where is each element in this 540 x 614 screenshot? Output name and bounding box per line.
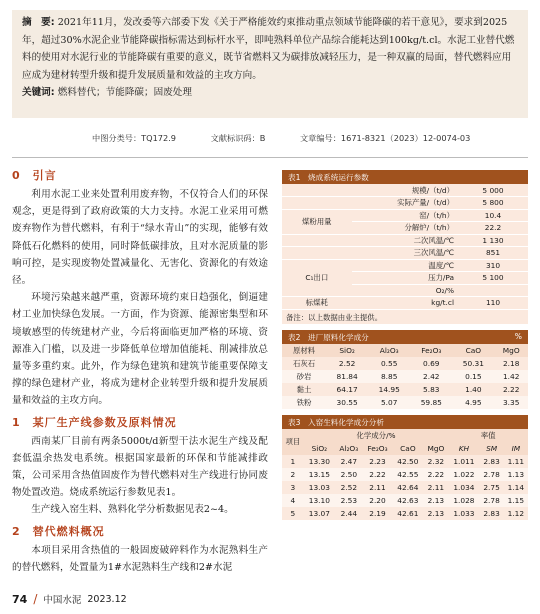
table-cell: 2.78 bbox=[479, 468, 503, 481]
table-cell: 14.95 bbox=[368, 383, 410, 396]
table-cell: 2.83 bbox=[479, 507, 503, 520]
table-row bbox=[282, 507, 528, 520]
table-cell: 2.32 bbox=[423, 455, 448, 468]
table-cell: 2.23 bbox=[363, 455, 393, 468]
table-cell: 1 130 bbox=[458, 234, 528, 247]
page-number: 74 bbox=[12, 592, 28, 606]
table-cell: 64.17 bbox=[326, 383, 368, 396]
column-header: SiO₂ bbox=[326, 344, 368, 357]
table-cell: 3.35 bbox=[494, 396, 528, 409]
table-row bbox=[282, 468, 528, 481]
table-cell: 2.19 bbox=[363, 507, 393, 520]
table-cell: 13.07 bbox=[304, 507, 335, 520]
table-cell: 2 bbox=[282, 468, 304, 481]
table-cell: 0.69 bbox=[410, 357, 452, 370]
column-header: CaO bbox=[452, 344, 494, 357]
table-cell: 30.55 bbox=[326, 396, 368, 409]
table-cell: 1.14 bbox=[504, 481, 528, 494]
table-cell: 1.034 bbox=[448, 481, 479, 494]
section-1-paragraph-2: 生产线入窑生料、熟料化学分析数据见表2~4。 bbox=[31, 504, 234, 516]
column-group-header: 率值 bbox=[448, 429, 528, 442]
table-cell: 标煤耗 bbox=[282, 297, 352, 310]
table-cell: 4 bbox=[282, 494, 304, 507]
column-header: Fe₂O₃ bbox=[410, 344, 452, 357]
table-cell: 1.11 bbox=[504, 455, 528, 468]
right-column bbox=[282, 170, 528, 520]
table2 bbox=[282, 344, 528, 409]
table-cell: 1.033 bbox=[448, 507, 479, 520]
abstract-label: 摘 要: bbox=[22, 17, 55, 28]
table-cell: 1.12 bbox=[504, 507, 528, 520]
table3 bbox=[282, 429, 528, 520]
table-cell: 851 bbox=[458, 247, 528, 260]
section-0-paragraph-2: 环境污染越来越严重，资源环境约束日趋强化，倒逼建材工业加快绿色发展。一方面，作为资源、能源密集型和环境敏感型的传统建材产业，今后将面临更加严格的环境、资源准入门槛，以及进一步降低单位增加值能耗、削减排放总量等多重约束。此外，作为绿色建筑和建筑节能重要保障支撑的绿色建材产业，将成为建材企业转型升级和提升发展质量和效益的主攻方向。 bbox=[12, 292, 268, 407]
table-cell: 分解炉/（t/h） bbox=[352, 222, 458, 235]
table-cell: 42.55 bbox=[392, 468, 423, 481]
section-0-paragraph-1: 利用水泥工业来处置利用废弃物，不仅符合人们的环保观念，更是得到了政府政策的大力支持。水泥工业采用可燃废弃物作为替代燃料，有利于“绿水青山”的实现，能够有效降低石化燃料的使用，同时降低碳排放，且对水泥质量的影响可控，是实现废物处置减量化、无害化、资源化的有效途径。 bbox=[12, 189, 268, 287]
table-header-row bbox=[282, 344, 528, 357]
table-cell: 0.15 bbox=[452, 370, 494, 383]
table-cell: 1.022 bbox=[448, 468, 479, 481]
table1 bbox=[282, 184, 528, 310]
section-2-title: 2 替代燃料概况 bbox=[12, 524, 105, 538]
divider bbox=[12, 157, 528, 158]
table-cell: 22.2 bbox=[458, 222, 528, 235]
section-1-paragraph-1: 西南某厂目前有两条5000t/d新型干法水泥生产线及配套低温余热发电系统。根据国家最新的环保和节能减排政策，公司采用含热值固废作为替代燃料对生产线进行协同废物处置改造。烧成系统运行参数见表1。 bbox=[12, 435, 268, 499]
table-cell: 13.15 bbox=[304, 468, 335, 481]
table-cell: 50.31 bbox=[452, 357, 494, 370]
table-cell: 110 bbox=[458, 297, 528, 310]
table-cell: 2.83 bbox=[479, 455, 503, 468]
table-cell: C₁出口 bbox=[282, 259, 352, 297]
table-cell: 5 800 bbox=[458, 197, 528, 210]
table-cell: 5 bbox=[282, 507, 304, 520]
table-cell: 81.84 bbox=[326, 370, 368, 383]
table-cell: 10.4 bbox=[458, 209, 528, 222]
column-group-header: 化学成分/% bbox=[304, 429, 449, 442]
table-cell: 2.52 bbox=[326, 357, 368, 370]
table-cell: 2.52 bbox=[335, 481, 363, 494]
table-cell: 8.85 bbox=[368, 370, 410, 383]
document-code: 文献标识码：B bbox=[210, 133, 266, 143]
table-cell: 温度/℃ bbox=[352, 259, 458, 272]
table-cell: 42.63 bbox=[392, 494, 423, 507]
section-2-paragraph-1: 本项目采用含热值的一般固废破碎料作为水泥熟料生产的替代燃料，处置量为1#水泥熟料生产线和2#水泥 bbox=[12, 544, 268, 573]
table-cell: 4.95 bbox=[452, 396, 494, 409]
left-column bbox=[12, 167, 268, 576]
table-cell: 13.30 bbox=[304, 455, 335, 468]
table-cell: kg/t.cl bbox=[352, 297, 458, 310]
table-cell bbox=[458, 284, 528, 297]
journal-issue: 2023.12 bbox=[87, 593, 127, 605]
table-cell: 5.07 bbox=[368, 396, 410, 409]
table-row bbox=[282, 247, 528, 260]
table-cell: 2.11 bbox=[423, 481, 448, 494]
table-cell: 2.78 bbox=[479, 494, 503, 507]
table-cell: 1 bbox=[282, 455, 304, 468]
article-meta bbox=[92, 133, 502, 144]
table1-note: 备注：以上数据由业主提供。 bbox=[282, 310, 528, 324]
table-row bbox=[282, 455, 528, 468]
table-row bbox=[282, 197, 528, 210]
column-header: CaO bbox=[392, 442, 423, 455]
table-cell: 310 bbox=[458, 259, 528, 272]
table-cell: 3 bbox=[282, 481, 304, 494]
column-header: 项目 bbox=[282, 429, 304, 455]
table-row bbox=[282, 297, 528, 310]
clc-number: 中图分类号：TQ172.9 bbox=[92, 133, 177, 143]
table-cell: 42.64 bbox=[392, 481, 423, 494]
table-row bbox=[282, 494, 528, 507]
table-cell: 2.11 bbox=[363, 481, 393, 494]
column-header: MgO bbox=[423, 442, 448, 455]
journal-name: 中国水泥 bbox=[43, 595, 82, 606]
table-cell: 2.20 bbox=[363, 494, 393, 507]
section-1-title: 1 某厂生产线参数及原料情况 bbox=[12, 415, 177, 429]
column-header: IM bbox=[504, 442, 528, 455]
table1-title-text: 表1 烧成系统运行参数 bbox=[288, 173, 369, 182]
column-header: SM bbox=[479, 442, 503, 455]
table-cell: O₂/% bbox=[352, 284, 458, 297]
table-row bbox=[282, 184, 528, 197]
table-row bbox=[282, 396, 528, 409]
table-cell: 59.85 bbox=[410, 396, 452, 409]
abstract-box bbox=[12, 10, 528, 118]
column-header: MgO bbox=[494, 344, 528, 357]
table3-title-text: 表3 入窑生料化学成分分析 bbox=[288, 417, 384, 427]
table-row bbox=[282, 259, 528, 272]
table-cell: 5.83 bbox=[410, 383, 452, 396]
table2-unit: % bbox=[514, 331, 522, 341]
table-cell: 1.13 bbox=[504, 468, 528, 481]
table-cell: 压力/Pa bbox=[352, 272, 458, 285]
table-cell: 2.22 bbox=[423, 468, 448, 481]
table-cell: 砂岩 bbox=[282, 370, 326, 383]
table-cell: 石灰石 bbox=[282, 357, 326, 370]
table-cell: 2.13 bbox=[423, 494, 448, 507]
table-header-row bbox=[282, 429, 528, 442]
table-cell: 2.13 bbox=[423, 507, 448, 520]
keywords-text: 燃料替代；节能降碳；固废处理 bbox=[57, 87, 192, 99]
keywords-label: 关键词: bbox=[22, 87, 55, 99]
table-cell: 铁粉 bbox=[282, 396, 326, 409]
table-cell: 2.22 bbox=[494, 383, 528, 396]
table-cell: 2.42 bbox=[410, 370, 452, 383]
table-cell: 二次风温/℃ bbox=[282, 234, 458, 247]
column-header: 原材料 bbox=[282, 344, 326, 357]
table-row bbox=[282, 370, 528, 383]
table-header-row bbox=[282, 442, 528, 455]
table-cell: 2.44 bbox=[335, 507, 363, 520]
table-cell: 2.75 bbox=[479, 481, 503, 494]
table-cell: 实际产量/（t/d） bbox=[282, 197, 458, 210]
column-header: Fe₂O₃ bbox=[363, 442, 393, 455]
table-cell: 42.61 bbox=[392, 507, 423, 520]
table-cell: 2.47 bbox=[335, 455, 363, 468]
column-header: SiO₂ bbox=[304, 442, 335, 455]
column-header: KH bbox=[448, 442, 479, 455]
table-cell: 5 100 bbox=[458, 272, 528, 285]
table-cell: 三次风温/℃ bbox=[282, 247, 458, 260]
table-cell: 1.40 bbox=[452, 383, 494, 396]
table-row bbox=[282, 383, 528, 396]
table-row bbox=[282, 209, 528, 222]
table3-title bbox=[282, 415, 528, 429]
table-cell: 42.50 bbox=[392, 455, 423, 468]
table-cell: 13.03 bbox=[304, 481, 335, 494]
table-cell: 1.15 bbox=[504, 494, 528, 507]
column-header: Al₂O₃ bbox=[335, 442, 363, 455]
table-cell: 13.10 bbox=[304, 494, 335, 507]
table-cell: 2.53 bbox=[335, 494, 363, 507]
table-cell: 1.42 bbox=[494, 370, 528, 383]
table-row bbox=[282, 234, 528, 247]
table-cell: 1.028 bbox=[448, 494, 479, 507]
table-cell: 煤粉用量 bbox=[282, 209, 352, 234]
table-row bbox=[282, 357, 528, 370]
table-cell: 1.011 bbox=[448, 455, 479, 468]
table-cell: 2.18 bbox=[494, 357, 528, 370]
column-header: Al₂O₃ bbox=[368, 344, 410, 357]
table-cell: 窑/（t/h） bbox=[352, 209, 458, 222]
page-footer bbox=[12, 592, 127, 606]
table-cell: 规模/（t/d） bbox=[282, 184, 458, 197]
table-cell: 黏土 bbox=[282, 383, 326, 396]
slash-divider: / bbox=[33, 592, 38, 606]
section-0-title: 0 引言 bbox=[12, 169, 57, 182]
abstract-text: 2021年11月，发改委等六部委下发《关于严格能效约束推动重点领域节能降碳的若干意见》，要求到2025年，超过30%水泥企业节能降碳指标需达到标杆水平，即吨熟料单位产品综合能耗达到100kg/t.cl。水泥工业替代燃料的使用对水泥行业的节能降碳有重要的意义，既节省燃料又为碳排放减轻压力，是一种双赢的局面，替代燃料应用应成为建材转型升级和提升发展质量和效益的主攻方向。 bbox=[22, 17, 515, 81]
table-cell: 0.55 bbox=[368, 357, 410, 370]
table-cell: 2.50 bbox=[335, 468, 363, 481]
table-cell: 5 000 bbox=[458, 184, 528, 197]
table1-title bbox=[282, 170, 528, 184]
table-cell: 2.22 bbox=[363, 468, 393, 481]
table2-title-text: 表2 进厂原料化学成分 bbox=[288, 332, 369, 342]
article-number: 文章编号：1671-8321（2023）12-0074-03 bbox=[299, 133, 471, 143]
table2-title bbox=[282, 330, 528, 344]
table-row bbox=[282, 481, 528, 494]
